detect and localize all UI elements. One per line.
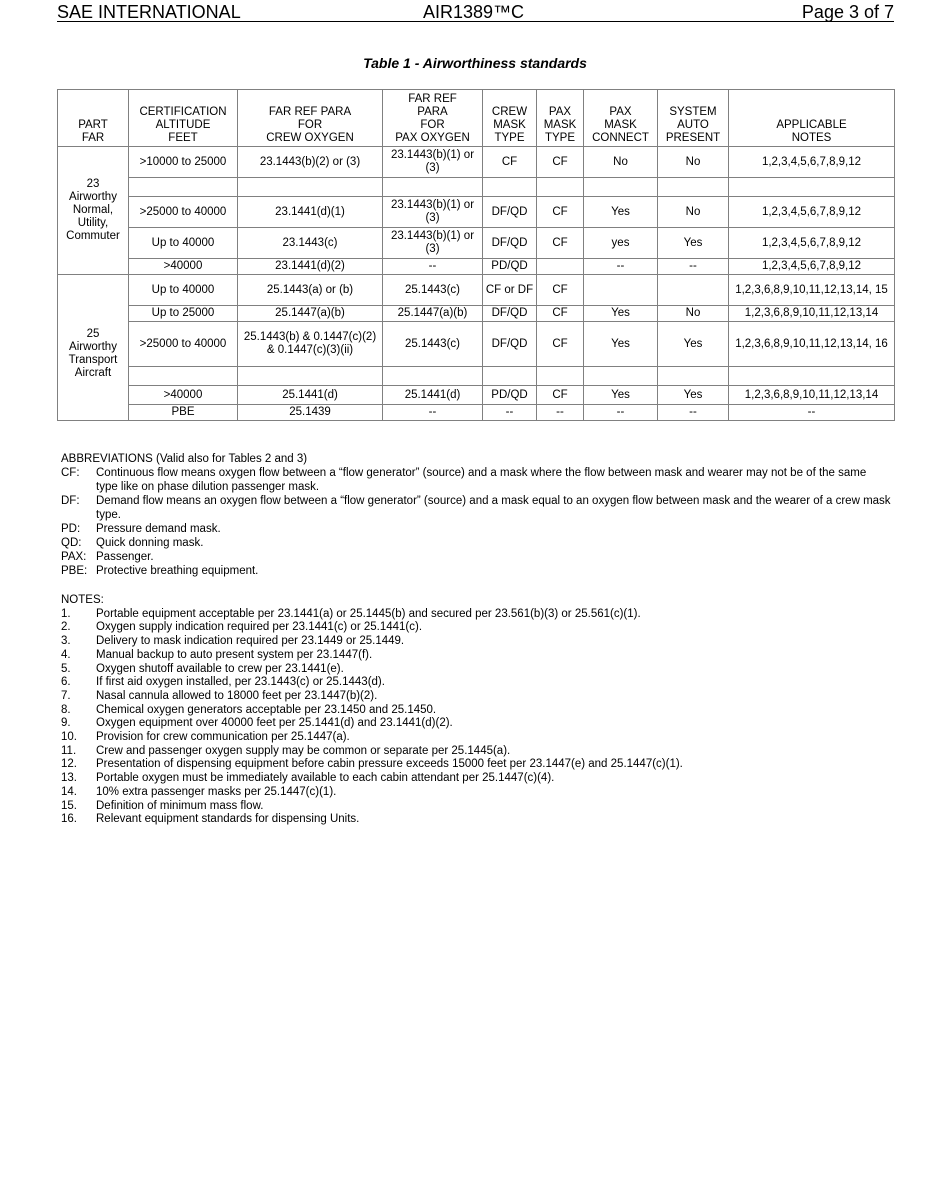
note-item: 1. Portable equipment acceptable per 23.1441(a) or 25.1445(b) and secured per 23.561(b)(3) or 25.561(c)(1). [61, 607, 641, 620]
table-cell: >40000 [129, 386, 238, 405]
table-cell [537, 367, 584, 386]
table-cell: 25.1447(a)(b) [383, 306, 483, 322]
table-row [58, 275, 895, 306]
table-cell: 1,2,3,4,5,6,7,8,9,12 [729, 197, 895, 228]
table-cell: No [658, 197, 729, 228]
table-cell: 23.1443(b)(1) or (3) [383, 228, 483, 259]
table-cell: DF/QD [483, 322, 537, 367]
table-cell: 25.1441(d) [238, 386, 383, 405]
table-cell: -- [383, 259, 483, 275]
col-header-pax-ref: FAR REF PARA FOR PAX OXYGEN [383, 90, 483, 147]
table-cell: 23.1441(d)(2) [238, 259, 383, 275]
table-cell [584, 367, 658, 386]
table-header-row [58, 90, 895, 147]
table-cell: 23.1443(b)(1) or (3) [383, 197, 483, 228]
table-row [58, 386, 895, 405]
table-cell: Up to 25000 [129, 306, 238, 322]
table-cell: >25000 to 40000 [129, 197, 238, 228]
table-cell: 23.1443(c) [238, 228, 383, 259]
table-cell: CF [537, 197, 584, 228]
abbreviation-item: PD: Pressure demand mask. [61, 523, 221, 535]
table-cell: Yes [584, 386, 658, 405]
note-item: 13. Portable oxygen must be immediately available to each cabin attendant per 25.1447(c)(4). [61, 772, 555, 785]
table-cell: No [658, 147, 729, 178]
table-cell: 1,2,3,6,8,9,10,11,12,13,14, 16 [729, 322, 895, 367]
table-cell: 1,2,3,4,5,6,7,8,9,12 [729, 259, 895, 275]
abbreviation-item: PBE: Protective breathing equipment. [61, 565, 259, 577]
table-cell [729, 178, 895, 197]
table-cell: CF [537, 322, 584, 367]
table-cell [584, 178, 658, 197]
abbreviation-item: DF: Demand flow means an oxygen flow between a “flow generator” (source) and a mask equal to an oxygen flow between mask and the wearer of a crew mask type. [61, 495, 891, 521]
note-item: 16. Relevant equipment standards for dispensing Units. [61, 813, 360, 826]
table-cell [537, 178, 584, 197]
table-cell: 1,2,3,6,8,9,10,11,12,13,14 [729, 386, 895, 405]
table-cell [537, 259, 584, 275]
table-cell: DF/QD [483, 228, 537, 259]
note-item: 12. Presentation of dispensing equipment before cabin pressure exceeds 15000 feet per 23.1447(e) and 25.1447(c)(1). [61, 758, 683, 771]
note-item: 14. 10% extra passenger masks per 25.1447(c)(1). [61, 785, 337, 798]
table-cell: PD/QD [483, 386, 537, 405]
page-header [57, 3, 894, 22]
note-item: 15. Definition of minimum mass flow. [61, 799, 264, 812]
note-item: 2. Oxygen supply indication required per 23.1441(c) or 25.1441(c). [61, 621, 423, 634]
table-cell: -- [584, 405, 658, 421]
table-row [58, 405, 895, 421]
table-title: Table 1 - Airworthiness standards [363, 55, 587, 71]
table-cell: 25.1443(a) or (b) [238, 275, 383, 306]
col-header-pax-mask: PAX MASK TYPE [537, 90, 584, 147]
table-cell: CF [537, 306, 584, 322]
table-cell [658, 367, 729, 386]
table-cell: 25.1443(c) [383, 322, 483, 367]
table-cell: CF [537, 228, 584, 259]
col-header-part-far: PART FAR [58, 90, 129, 147]
table-cell: PBE [129, 405, 238, 421]
abbreviation-item: CF: Continuous flow means oxygen flow between a “flow generator” (source) and a mask where the flow between mask and wearer may not be of the same type like on phase dilution passenger mask. [61, 467, 867, 493]
table-cell: 23.1443(b)(1) or (3) [383, 147, 483, 178]
table-cell: yes [584, 228, 658, 259]
table-cell: -- [658, 405, 729, 421]
table-cell: CF [537, 275, 584, 306]
table-cell: 25.1447(a)(b) [238, 306, 383, 322]
part-23-label: 23 Airworthy Normal, Utility, Commuter [58, 147, 129, 275]
col-header-crew-mask: CREW MASK TYPE [483, 90, 537, 147]
page-number: Page 3 of 7 [801, 2, 894, 22]
note-item: 5. Oxygen shutoff available to crew per 23.1441(e). [61, 662, 344, 675]
table-cell: Yes [658, 228, 729, 259]
note-item: 9. Oxygen equipment over 40000 feet per 25.1441(d) and 23.1441(d)(2). [61, 717, 453, 730]
table-row [58, 367, 895, 386]
abbreviation-item: PAX: Passenger. [61, 551, 154, 563]
table-cell [238, 367, 383, 386]
table-cell [658, 178, 729, 197]
col-header-pax-connect: PAX MASK CONNECT [584, 90, 658, 147]
abbreviations-heading: ABBREVIATIONS (Valid also for Tables 2 and 3) [61, 453, 308, 465]
table-cell: 1,2,3,4,5,6,7,8,9,12 [729, 228, 895, 259]
table-cell: DF/QD [483, 197, 537, 228]
table-cell: >25000 to 40000 [129, 322, 238, 367]
col-header-crew-ref: FAR REF PARA FOR CREW OXYGEN [238, 90, 383, 147]
notes-heading: NOTES: [61, 594, 104, 606]
table-cell: >10000 to 25000 [129, 147, 238, 178]
table-cell [483, 367, 537, 386]
note-item: 11. Crew and passenger oxygen supply may be common or separate per 25.1445(a). [61, 744, 511, 757]
note-item: 6. If first aid oxygen installed, per 23.1443(c) or 25.1443(d). [61, 676, 385, 689]
table-cell [584, 275, 658, 306]
table-row [58, 322, 895, 367]
table-cell: -- [537, 405, 584, 421]
table-cell: -- [584, 259, 658, 275]
table-cell: CF [537, 147, 584, 178]
table-cell [729, 367, 895, 386]
airworthiness-table [57, 89, 895, 421]
table-cell: 1,2,3,4,5,6,7,8,9,12 [729, 147, 895, 178]
table-cell: -- [383, 405, 483, 421]
abbreviation-item: QD: Quick donning mask. [61, 537, 204, 549]
table-cell: Yes [658, 322, 729, 367]
note-item: 8. Chemical oxygen generators acceptable per 23.1450 and 25.1450. [61, 703, 437, 716]
document-id: AIR1389™C [423, 2, 525, 22]
table-row [58, 259, 895, 275]
table-cell: PD/QD [483, 259, 537, 275]
note-item: 4. Manual backup to auto present system per 23.1447(f). [61, 648, 373, 661]
note-item: 3. Delivery to mask indication required per 23.1449 or 25.1449. [61, 635, 405, 648]
table-cell [658, 275, 729, 306]
table-cell: -- [483, 405, 537, 421]
table-cell: 23.1441(d)(1) [238, 197, 383, 228]
organization-name: SAE INTERNATIONAL [57, 2, 241, 22]
table-cell: 1,2,3,6,8,9,10,11,12,13,14 [729, 306, 895, 322]
col-header-notes: APPLICABLE NOTES [729, 90, 895, 147]
table-cell [483, 178, 537, 197]
table-row [58, 178, 895, 197]
table-cell: -- [658, 259, 729, 275]
table-cell: Up to 40000 [129, 228, 238, 259]
table-cell [129, 367, 238, 386]
table-cell: 25.1441(d) [383, 386, 483, 405]
table-cell: 25.1439 [238, 405, 383, 421]
table-cell: No [584, 147, 658, 178]
table-cell [129, 178, 238, 197]
part-25-label: 25 Airworthy Transport Aircraft [58, 275, 129, 421]
table-cell: Yes [584, 197, 658, 228]
table-cell: CF [537, 386, 584, 405]
note-item: 7. Nasal cannula allowed to 18000 feet per 23.1447(b)(2). [61, 689, 378, 702]
table-cell: Yes [584, 306, 658, 322]
table-cell: Yes [584, 322, 658, 367]
table-row [58, 147, 895, 178]
table-cell: Up to 40000 [129, 275, 238, 306]
notes-section [61, 594, 891, 827]
table-cell: >40000 [129, 259, 238, 275]
table-cell [383, 367, 483, 386]
table-cell: Yes [658, 386, 729, 405]
table-cell [383, 178, 483, 197]
table-cell [238, 178, 383, 197]
table-cell: 25.1443(b) & 0.1447(c)(2) & 0.1447(c)(3)(ii) [238, 322, 383, 367]
table-cell: DF/QD [483, 306, 537, 322]
col-header-cert-altitude: CERTIFICATION ALTITUDE FEET [129, 90, 238, 147]
table-cell: CF [483, 147, 537, 178]
table-row [58, 306, 895, 322]
table-row [58, 197, 895, 228]
table-cell: -- [729, 405, 895, 421]
table-row [58, 228, 895, 259]
note-item: 10. Provision for crew communication per 25.1447(a). [61, 731, 350, 744]
abbreviations-section [61, 452, 891, 578]
col-header-system-auto: SYSTEM AUTO PRESENT [658, 90, 729, 147]
table-cell: No [658, 306, 729, 322]
table-cell: 1,2,3,6,8,9,10,11,12,13,14, 15 [729, 275, 895, 306]
table-cell: 25.1443(c) [383, 275, 483, 306]
table-cell: CF or DF [483, 275, 537, 306]
table-cell: 23.1443(b)(2) or (3) [238, 147, 383, 178]
